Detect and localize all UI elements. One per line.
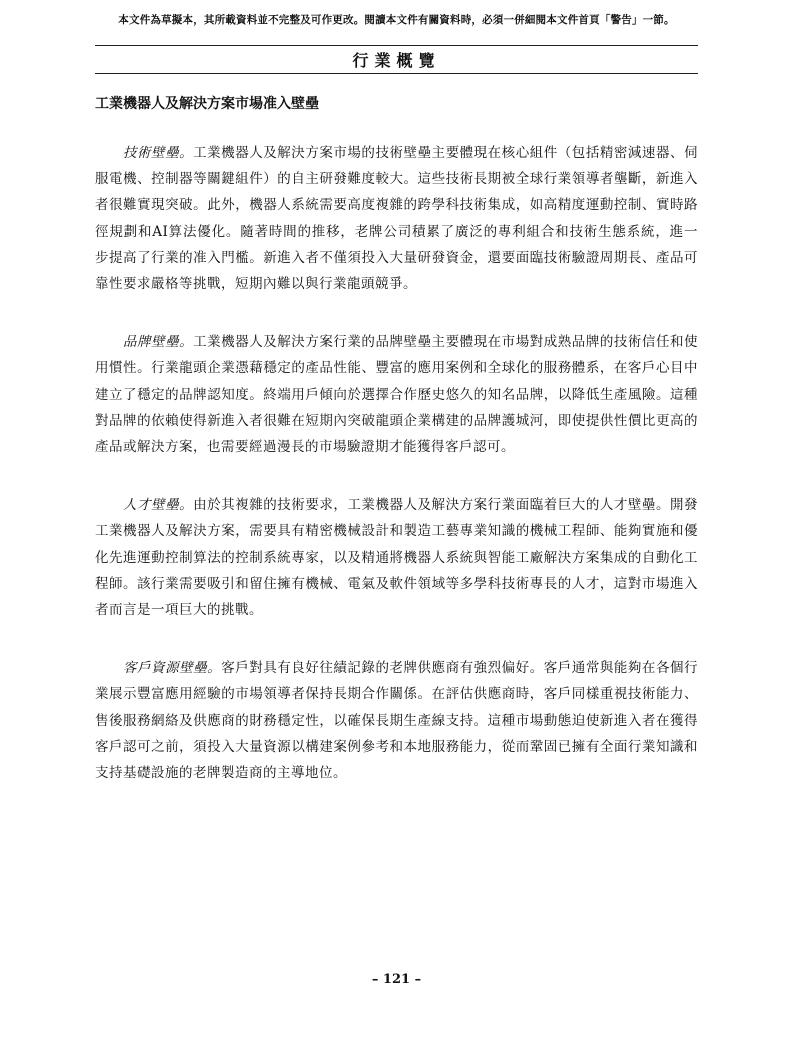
header-rule-bottom [95,73,698,74]
page-number: – 121 – [371,972,422,987]
section-title: 行業概覽 [352,51,441,70]
paragraph-talent-barrier [95,492,698,623]
paragraph-lead: 品牌壁壘。 [123,334,194,351]
header-rule-top [95,45,698,46]
paragraph-text: 工業機器人及解決方案行業的品牌壁壘主要體現在市場對成熟品牌的技術信任和使用慣性。行業龍頭企業憑藉穩定的產品性能、豐富的應用案例和全球化的服務體系，在客戶心目中建立了穩定的品牌認知度。終端用戶傾向於選擇合作歷史悠久的知名品牌，以降低生產風險。這種對品牌的依賴使得新進入者很難在短期內突破龍頭企業構建的品牌護城河，即使提供性價比更高的產品或解決方案，也需要經過漫長的市場驗證期才能獲得客戶認可。 [95,334,698,456]
paragraph-text: 由於其複雜的技術要求，工業機器人及解決方案行業面臨着巨大的人才壁壘。開發工業機器人及解決方案，需要具有精密機械設計和製造工藝專業知識的機械工程師、能夠實施和優化先進運動控制算法的控制系統專家，以及精通將機器人系統與智能工廠解決方案集成的自動化工程師。該行業需要吸引和留住擁有機械、電氣及軟件領域等多學科技術專長的人才，這對市場進入者而言是一項巨大的挑戰。 [95,497,698,619]
subheading: 工業機器人及解決方案市場准入壁壘 [95,96,319,112]
paragraph-text: 客戶對具有良好往績記錄的老牌供應商有強烈偏好。客戶通常與能夠在各個行業展示豐富應用經驗的市場領導者保持長期合作關係。在評估供應商時，客戶同樣重視技術能力、售後服務網絡及供應商的財務穩定性，以確保長期生產線支持。這種市場動態迫使新進入者在獲得客戶認可之前，須投入大量資源以構建案例參考和本地服務能力，從而鞏固已擁有全面行業知識和支持基礎設施的老牌製造商的主導地位。 [95,660,699,782]
paragraph-customer-barrier [95,655,698,786]
document-body [95,140,698,818]
draft-warning-banner: 本文件為草擬本，其所載資料並不完整及可作更改。閱讀本文件有關資料時，必須一併細閱本文件首頁「警告」一節。 [118,14,675,26]
paragraph-text: 工業機器人及解決方案市場的技術壁壘主要體現在核心組件（包括精密減速器、伺服電機、控制器等關鍵組件）的自主研發難度較大。這些技術長期被全球行業領導者壟斷，新進入者很難實現突破。此外，機器人系統需要高度複雜的跨學科技術集成，如高精度運動控制、實時路徑規劃和AI算法優化。隨著時間的推移，老牌公司積累了廣泛的專利組合和技術生態系統，進一步提高了行業的准入門檻。新進入者不僅須投入大量研發資金，還要面臨技術驗證周期長、產品可靠性要求嚴格等挑戰，短期內難以與行業龍頭競爭。 [95,145,698,293]
paragraph-lead: 技術壁壘。 [123,145,194,161]
paragraph-lead: 客戶資源壁壘。 [123,660,222,677]
paragraph-lead: 人才壁壘。 [123,497,194,514]
paragraph-technology-barrier [95,140,698,297]
paragraph-brand-barrier [95,329,698,460]
